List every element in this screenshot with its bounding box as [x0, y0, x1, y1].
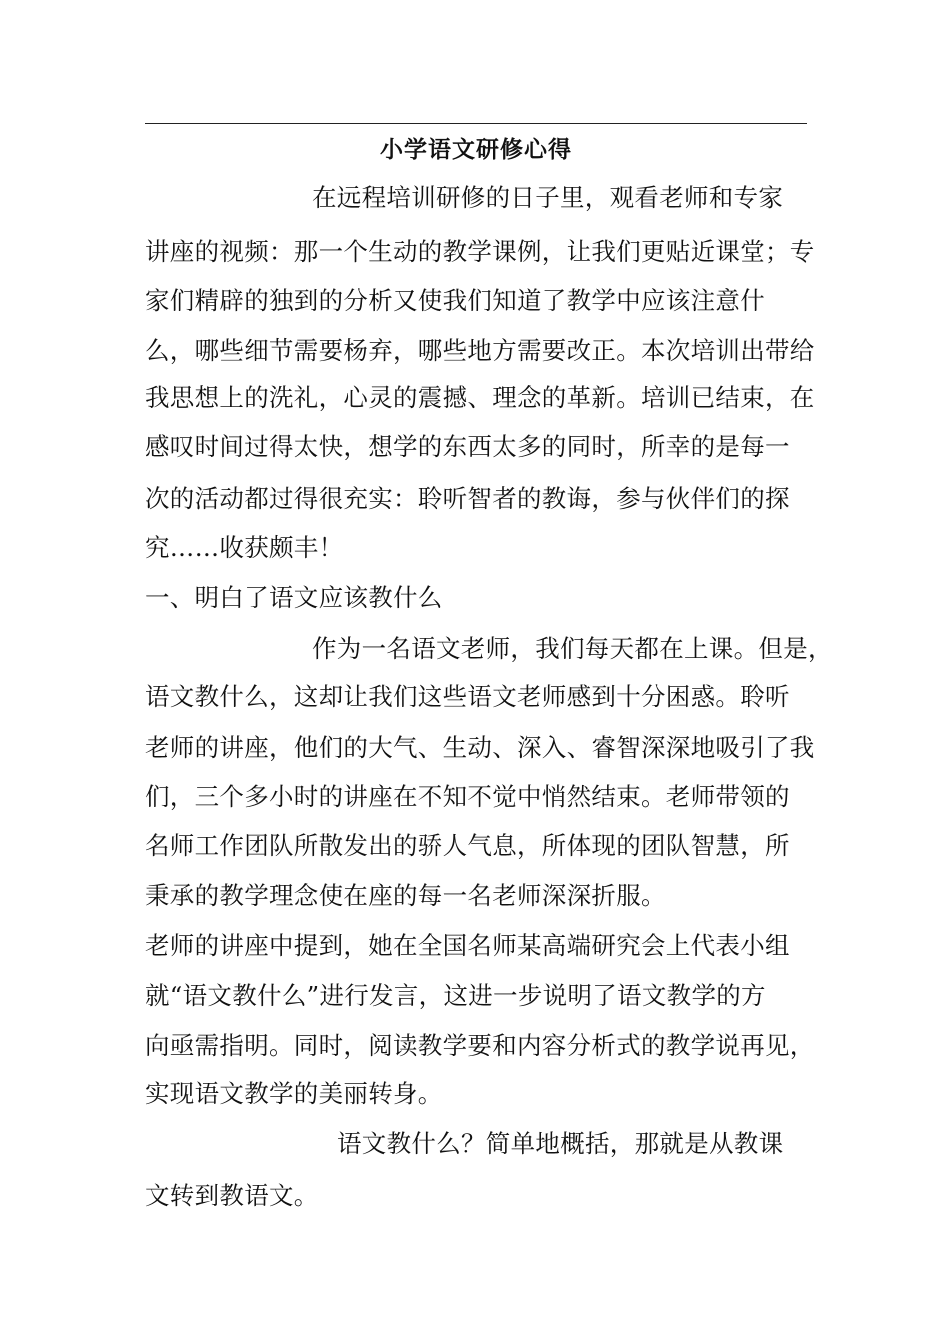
paragraph-line: 感叹时间过得太快，想学的东西太多的同时，所幸的是每一: [145, 432, 790, 461]
paragraph-line: 老师的讲座中提到，她在全国名师某高端研究会上代表小组: [145, 931, 790, 960]
paragraph-line: 次的活动都过得很充实：聆听智者的教诲，参与伙伴们的探: [145, 484, 790, 513]
paragraph-line: 名师工作团队所散发出的骄人气息，所体现的团队智慧，所: [145, 831, 790, 860]
paragraph-line: 语文教什么？简单地概括，那就是从教课: [337, 1129, 784, 1158]
paragraph-line: 就“语文教什么”进行发言，这进一步说明了语文教学的方: [145, 981, 766, 1010]
paragraph-line: 实现语文教学的美丽转身。: [145, 1079, 443, 1108]
paragraph-line: 向亟需指明。同时，阅读教学要和内容分析式的教学说再见，: [145, 1031, 815, 1060]
section-heading: 一、明白了语文应该教什么: [145, 583, 443, 612]
paragraph-line: 秉承的教学理念使在座的每一名老师深深折服。: [145, 881, 666, 910]
paragraph-line: 文转到教语文。: [145, 1181, 319, 1210]
paragraph-line: 语文教什么，这却让我们这些语文老师感到十分困惑。聆听: [145, 682, 790, 711]
header-rule: [145, 123, 807, 124]
paragraph-line: 们，三个多小时的讲座在不知不觉中悄然结束。老师带领的: [145, 782, 790, 811]
document-title: 小学语文研修心得: [380, 137, 572, 163]
paragraph-line: 在远程培训研修的日子里，观看老师和专家: [312, 183, 784, 212]
paragraph-line: 么，哪些细节需要杨弃，哪些地方需要改正。本次培训出带给: [145, 336, 815, 365]
paragraph-line: 家们精辟的独到的分析又使我们知道了教学中应该注意什: [145, 286, 765, 315]
paragraph-line: 老师的讲座，他们的大气、生动、深入、睿智深深地吸引了我: [145, 733, 815, 762]
paragraph-line: 讲座的视频：那一个生动的教学课例，让我们更贴近课堂；专: [145, 237, 815, 266]
paragraph-line: 究……收获颇丰！: [145, 533, 344, 562]
paragraph-line: 作为一名语文老师，我们每天都在上课。但是，: [312, 634, 833, 663]
paragraph-line: 我思想上的洗礼，心灵的震撼、理念的革新。培训已结束，在: [145, 383, 815, 412]
